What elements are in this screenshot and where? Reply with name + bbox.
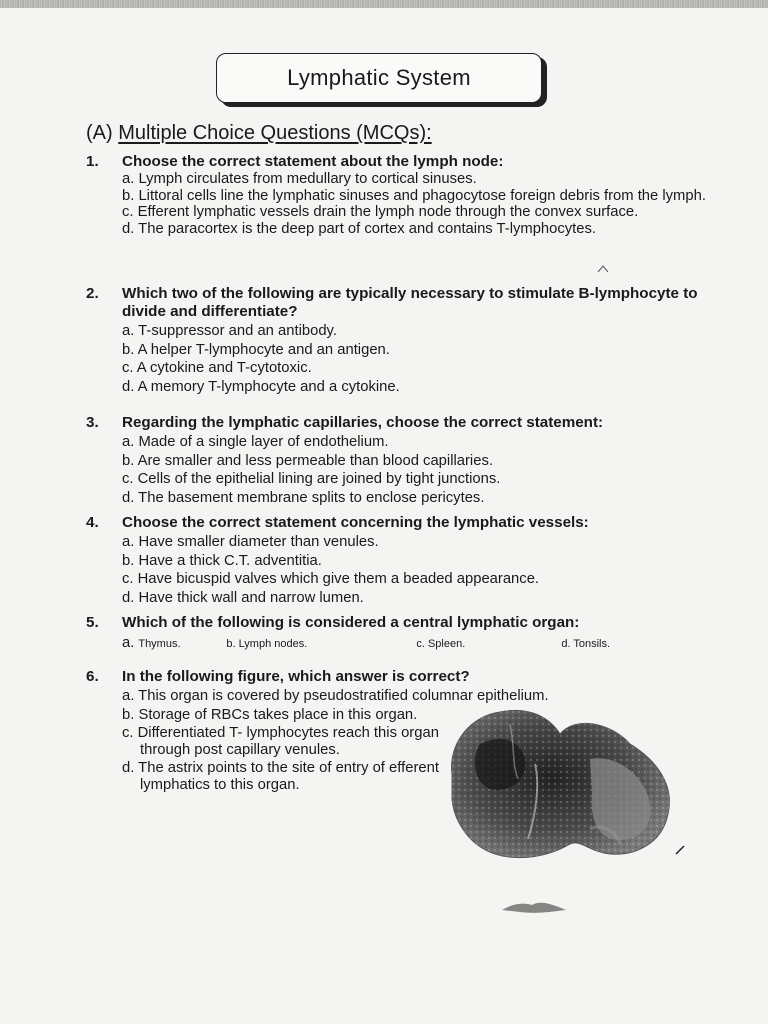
option-a: a. Lymph circulates from medullary to cortical sinuses. — [122, 171, 477, 187]
question-number: 2. — [86, 285, 99, 302]
option-d: d. The astrix points to the site of entry of efferent lymphatics to this organ. — [122, 760, 439, 793]
question-text: Choose the correct statement concerning the lymphatic vessels: — [122, 514, 589, 531]
option-c: c. Cells of the epithelial lining are joined by tight junctions. — [122, 471, 501, 487]
option-d: d. The basement membrane splits to enclose pericytes. — [122, 489, 485, 506]
option-c: c. Spleen. — [416, 638, 466, 650]
question-5 — [86, 614, 706, 653]
section-prefix: (A) — [86, 122, 113, 144]
question-number: 1. — [86, 153, 99, 170]
question-text: Choose the correct statement about the lymph node: — [122, 153, 504, 170]
question-number: 6. — [86, 668, 99, 685]
scan-mark — [596, 264, 610, 274]
question-text: Which of the following is considered a central lymphatic organ: — [122, 614, 580, 631]
option-b: b. Have a thick C.T. adventitia. — [122, 552, 322, 569]
option-a-letter: a. — [122, 635, 135, 651]
option-b: b. Littoral cells line the lymphatic sinuses and phagocytose foreign debris from the lymph. — [122, 187, 706, 204]
option-a: Thymus. — [138, 638, 181, 650]
histology-micrograph — [440, 704, 690, 864]
option-d: d. Have thick wall and narrow lumen. — [122, 589, 364, 606]
question-number: 4. — [86, 514, 99, 531]
question-text: In the following figure, which answer is correct? — [122, 668, 470, 685]
option-b: b. Storage of RBCs takes place in this organ. — [122, 706, 418, 723]
option-c: c. Differentiated T- lymphocytes reach this organ through post capillary venules. — [122, 725, 439, 758]
option-b: b. A helper T-lymphocyte and an antigen. — [122, 341, 390, 358]
option-row — [122, 635, 706, 653]
option-d: d. Tonsils. — [561, 638, 611, 650]
option-c: c. Efferent lymphatic vessels drain the lymph node through the convex surface. — [122, 204, 639, 220]
question-1 — [86, 153, 706, 237]
option-c: c. Have bicuspid valves which give them a beaded appearance. — [122, 571, 540, 587]
option-c: c. A cytokine and T-cytotoxic. — [122, 360, 312, 376]
question-number: 3. — [86, 414, 99, 431]
question-2 — [86, 285, 706, 395]
scan-edge — [0, 0, 768, 8]
option-d: d. A memory T-lymphocyte and a cytokine. — [122, 378, 400, 395]
title-box — [216, 53, 542, 103]
option-b: b. Are smaller and less permeable than blood capillaries. — [122, 452, 493, 469]
option-d: d. The paracortex is the deep part of cortex and contains T-lymphocytes. — [122, 220, 597, 237]
question-4 — [86, 514, 706, 606]
option-a: a. T-suppressor and an antibody. — [122, 323, 337, 339]
page-title: Lymphatic System — [287, 65, 471, 90]
option-a: a. This organ is covered by pseudostratified columnar epithelium. — [122, 688, 549, 704]
question-3 — [86, 414, 706, 506]
question-text: Which two of the following are typically necessary to stimulate B-lymphocyte to divide and differentiate? — [122, 285, 698, 320]
option-a: a. Made of a single layer of endothelium. — [122, 434, 389, 450]
question-text: Regarding the lymphatic capillaries, choose the correct statement: — [122, 414, 604, 431]
question-number: 5. — [86, 614, 99, 631]
section-heading — [86, 122, 432, 145]
section-title: Multiple Choice Questions (MCQs): — [118, 122, 432, 144]
scan-smudge — [500, 896, 570, 920]
option-a: a. Have smaller diameter than venules. — [122, 534, 379, 550]
option-b: b. Lymph nodes. — [226, 638, 308, 650]
